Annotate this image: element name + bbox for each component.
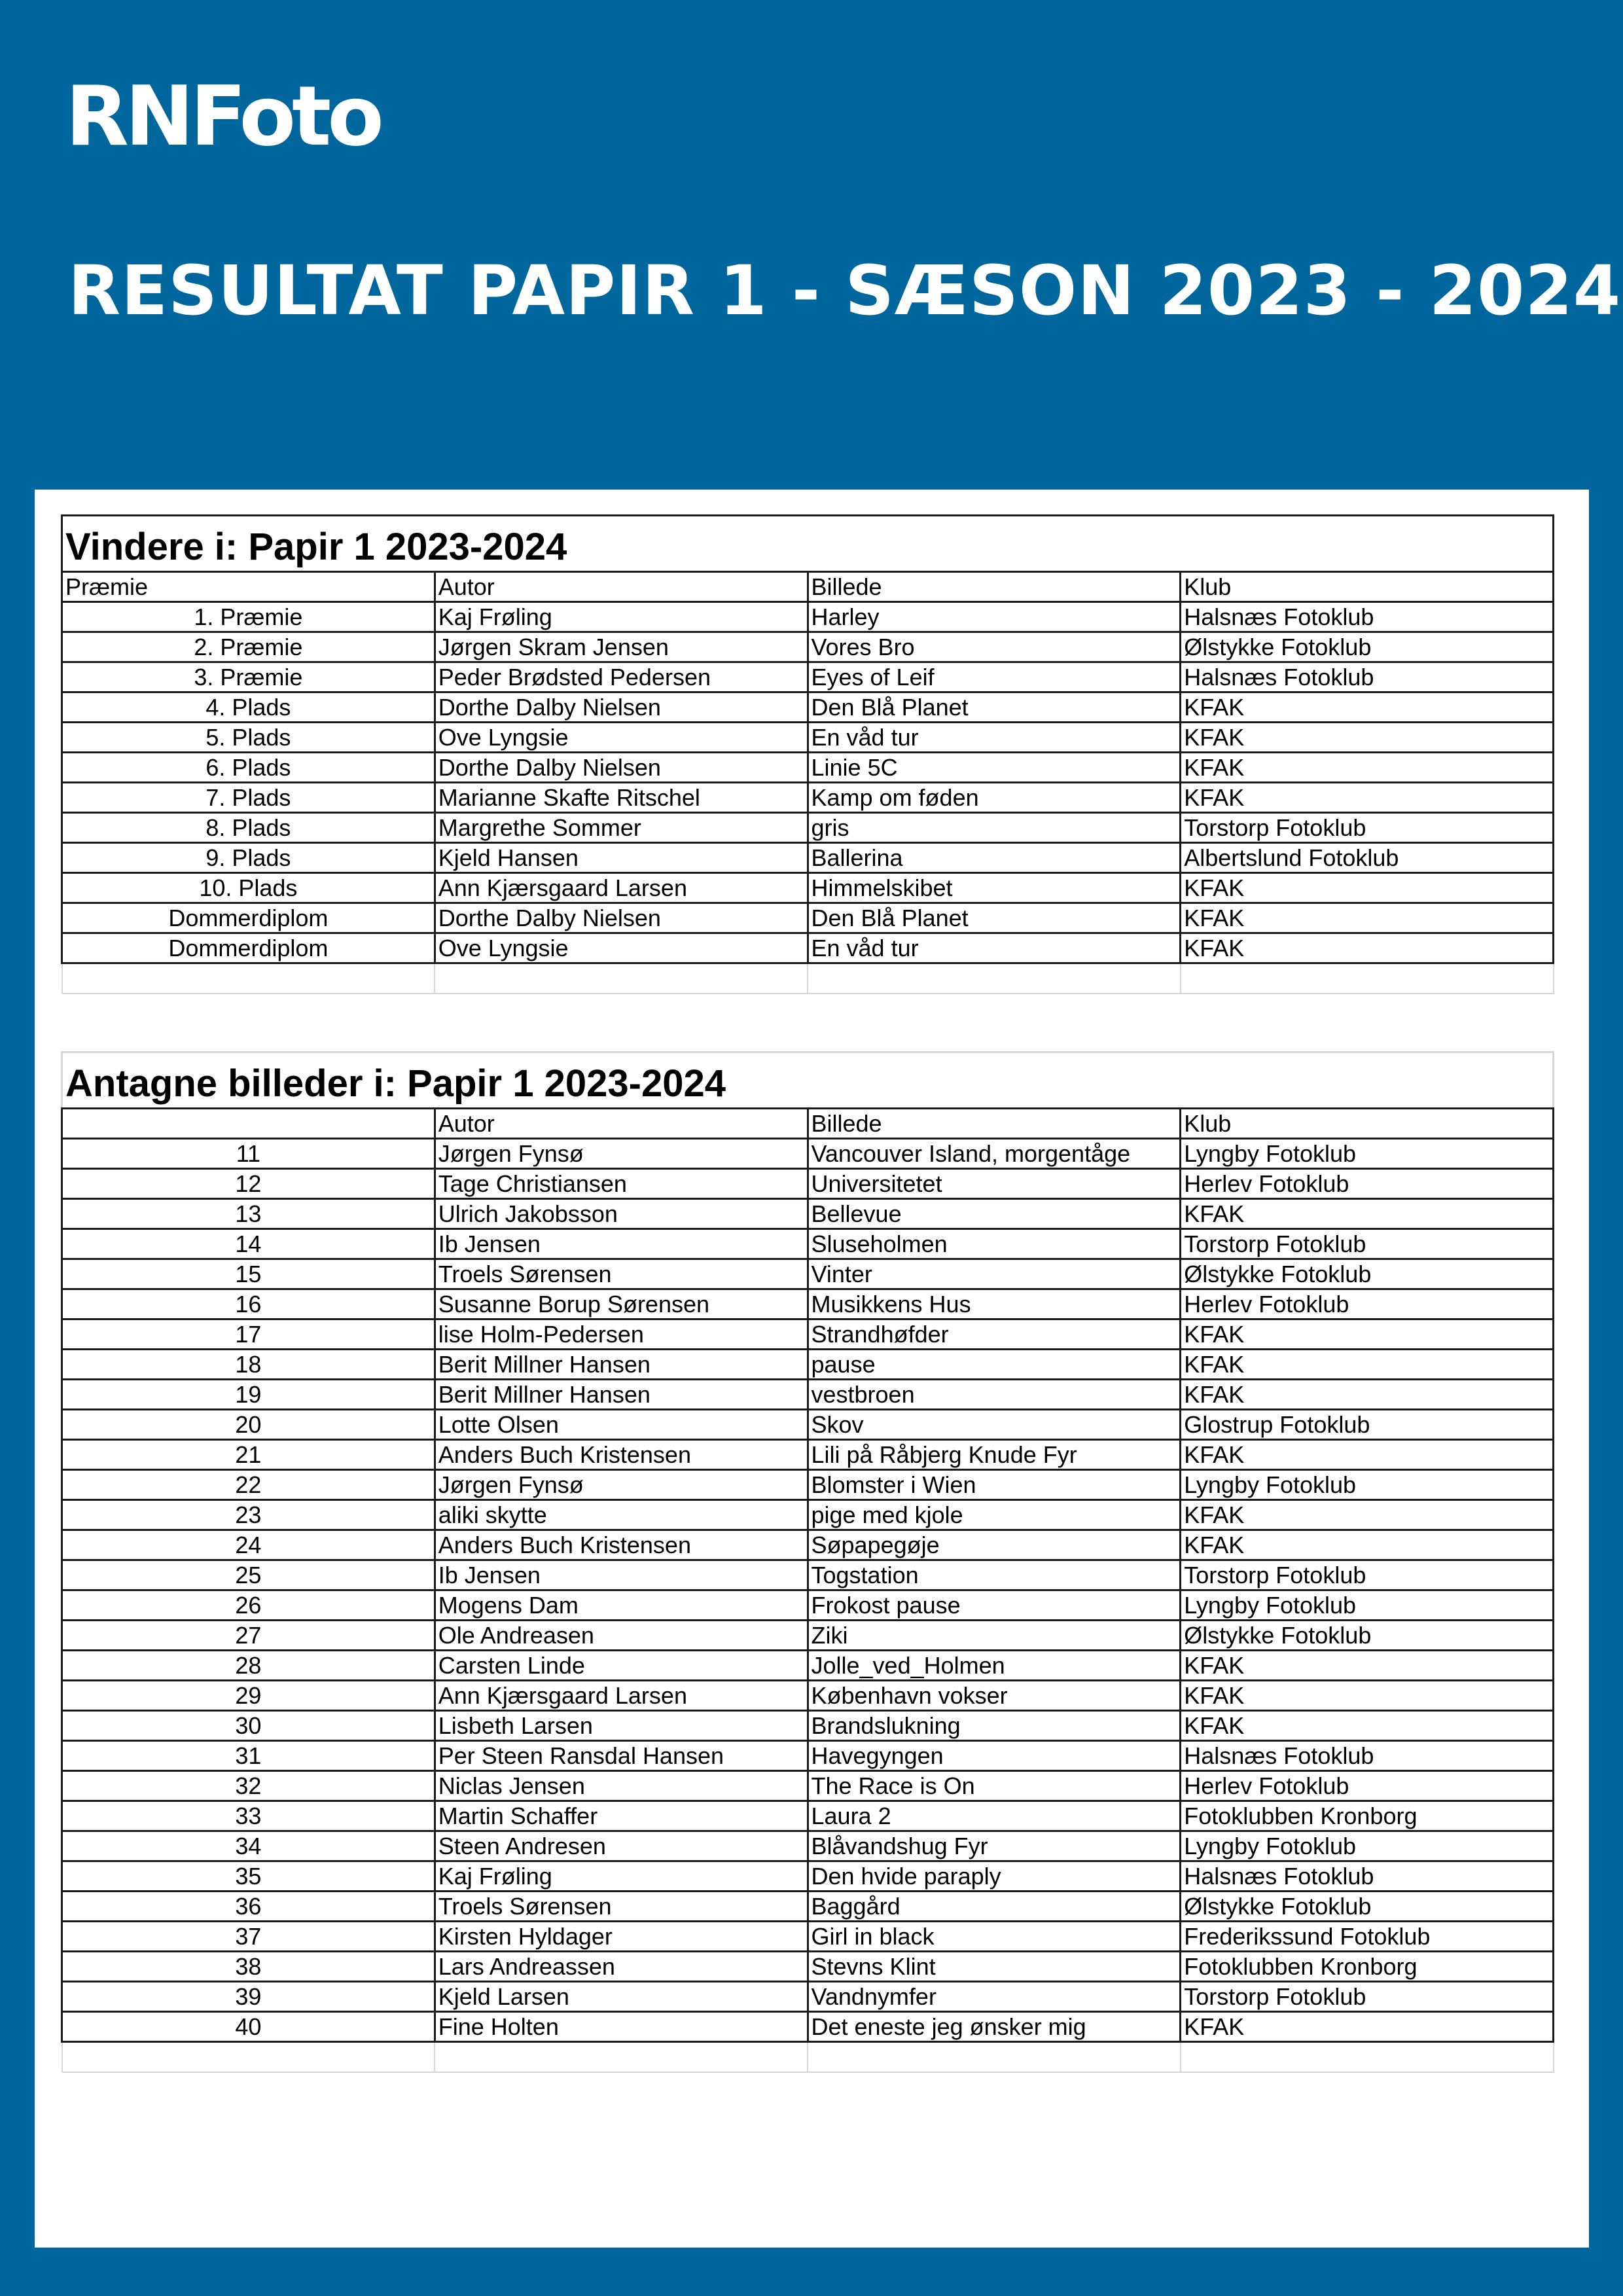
results-sheet bbox=[35, 490, 1589, 2248]
table-row bbox=[62, 2012, 1554, 2042]
table-row bbox=[62, 1982, 1554, 2012]
image-title-cell: Strandhøfder bbox=[808, 1319, 1181, 1350]
table-row bbox=[62, 1590, 1554, 1621]
author-cell: Martin Schaffer bbox=[435, 1801, 808, 1831]
image-title-cell: Blomster i Wien bbox=[808, 1470, 1181, 1500]
author-cell: Jørgen Skram Jensen bbox=[435, 632, 808, 662]
table-row bbox=[62, 692, 1554, 723]
table-row bbox=[62, 723, 1554, 753]
section-title: Antagne billeder i: Papir 1 2023-2024 bbox=[62, 1052, 1554, 1109]
table-row bbox=[62, 1500, 1554, 1530]
image-title-cell: Det eneste jeg ønsker mig bbox=[808, 2012, 1181, 2042]
image-title-cell: vestbroen bbox=[808, 1380, 1181, 1410]
author-cell: Kjeld Hansen bbox=[435, 843, 808, 873]
club-cell: KFAK bbox=[1181, 753, 1554, 783]
image-title-cell: Jolle_ved_Holmen bbox=[808, 1651, 1181, 1681]
table-row bbox=[62, 662, 1554, 692]
rank-cell: 32 bbox=[62, 1771, 435, 1801]
author-cell: Lotte Olsen bbox=[435, 1410, 808, 1440]
club-cell: Lyngby Fotoklub bbox=[1181, 1590, 1554, 1621]
author-cell: Ove Lyngsie bbox=[435, 723, 808, 753]
author-cell: Troels Sørensen bbox=[435, 1892, 808, 1922]
rank-cell: 16 bbox=[62, 1289, 435, 1319]
author-cell: Carsten Linde bbox=[435, 1651, 808, 1681]
rank-cell: Dommerdiplom bbox=[62, 933, 435, 963]
author-cell: Dorthe Dalby Nielsen bbox=[435, 903, 808, 933]
table-row bbox=[62, 1741, 1554, 1771]
image-title-cell: Blåvandshug Fyr bbox=[808, 1831, 1181, 1861]
rank-cell: 35 bbox=[62, 1861, 435, 1892]
blank-row bbox=[62, 963, 1554, 994]
club-cell: Lyngby Fotoklub bbox=[1181, 1831, 1554, 1861]
image-title-cell: Sluseholmen bbox=[808, 1229, 1181, 1259]
image-title-cell: Den hvide paraply bbox=[808, 1861, 1181, 1892]
image-title-cell: Vancouver Island, morgentåge bbox=[808, 1139, 1181, 1169]
club-cell: KFAK bbox=[1181, 1500, 1554, 1530]
author-cell: Kaj Frøling bbox=[435, 602, 808, 632]
rank-cell: 27 bbox=[62, 1621, 435, 1651]
image-title-cell: Vores Bro bbox=[808, 632, 1181, 662]
table-row bbox=[62, 1801, 1554, 1831]
author-cell: Niclas Jensen bbox=[435, 1771, 808, 1801]
empty-cell bbox=[1181, 963, 1554, 994]
image-title-cell: gris bbox=[808, 813, 1181, 843]
image-title-cell: Himmelskibet bbox=[808, 873, 1181, 903]
table-row bbox=[62, 1651, 1554, 1681]
author-cell: Jørgen Fynsø bbox=[435, 1139, 808, 1169]
image-title-cell: Universitetet bbox=[808, 1169, 1181, 1199]
image-title-cell: Togstation bbox=[808, 1560, 1181, 1590]
club-cell: KFAK bbox=[1181, 933, 1554, 963]
table-row bbox=[62, 602, 1554, 632]
image-title-cell: Bellevue bbox=[808, 1199, 1181, 1229]
table-row bbox=[62, 813, 1554, 843]
table-row bbox=[62, 1892, 1554, 1922]
rank-cell: 13 bbox=[62, 1199, 435, 1229]
empty-cell bbox=[808, 963, 1181, 994]
club-cell: Ølstykke Fotoklub bbox=[1181, 1621, 1554, 1651]
image-title-cell: Eyes of Leif bbox=[808, 662, 1181, 692]
club-cell: Torstorp Fotoklub bbox=[1181, 1982, 1554, 2012]
empty-cell bbox=[808, 2042, 1181, 2072]
rank-cell: 29 bbox=[62, 1681, 435, 1711]
club-cell: KFAK bbox=[1181, 1651, 1554, 1681]
image-title-cell: En våd tur bbox=[808, 933, 1181, 963]
club-cell: Torstorp Fotoklub bbox=[1181, 1560, 1554, 1590]
author-cell: Mogens Dam bbox=[435, 1590, 808, 1621]
author-cell: Ann Kjærsgaard Larsen bbox=[435, 873, 808, 903]
rank-cell: 20 bbox=[62, 1410, 435, 1440]
club-cell: KFAK bbox=[1181, 783, 1554, 813]
author-cell: Anders Buch Kristensen bbox=[435, 1530, 808, 1560]
blank-row bbox=[62, 2042, 1554, 2072]
rank-cell: 1. Præmie bbox=[62, 602, 435, 632]
rank-cell: 5. Plads bbox=[62, 723, 435, 753]
rank-cell: 21 bbox=[62, 1440, 435, 1470]
rank-cell: 12 bbox=[62, 1169, 435, 1199]
column-header: Billede bbox=[808, 572, 1181, 602]
club-cell: Herlev Fotoklub bbox=[1181, 1169, 1554, 1199]
rank-cell: 17 bbox=[62, 1319, 435, 1350]
club-cell: KFAK bbox=[1181, 1350, 1554, 1380]
club-cell: KFAK bbox=[1181, 2012, 1554, 2042]
table-row bbox=[62, 753, 1554, 783]
rank-cell: 2. Præmie bbox=[62, 632, 435, 662]
author-cell: Berit Millner Hansen bbox=[435, 1350, 808, 1380]
rank-cell: 36 bbox=[62, 1892, 435, 1922]
author-cell: Peder Brødsted Pedersen bbox=[435, 662, 808, 692]
author-cell: Kaj Frøling bbox=[435, 1861, 808, 1892]
club-cell: Ølstykke Fotoklub bbox=[1181, 632, 1554, 662]
rank-cell: 33 bbox=[62, 1801, 435, 1831]
club-cell: Herlev Fotoklub bbox=[1181, 1771, 1554, 1801]
column-header: Præmie bbox=[62, 572, 435, 602]
section-title: Vindere i: Papir 1 2023-2024 bbox=[62, 516, 1554, 572]
table-row bbox=[62, 1410, 1554, 1440]
image-title-cell: Havegyngen bbox=[808, 1741, 1181, 1771]
author-cell: Ib Jensen bbox=[435, 1560, 808, 1590]
rank-cell: 38 bbox=[62, 1952, 435, 1982]
author-cell: Fine Holten bbox=[435, 2012, 808, 2042]
table-row bbox=[62, 1350, 1554, 1380]
winners-table bbox=[61, 514, 1554, 994]
image-title-cell: En våd tur bbox=[808, 723, 1181, 753]
table-row bbox=[62, 933, 1554, 963]
rank-cell: 34 bbox=[62, 1831, 435, 1861]
rank-cell: 4. Plads bbox=[62, 692, 435, 723]
rank-cell: 26 bbox=[62, 1590, 435, 1621]
club-cell: Lyngby Fotoklub bbox=[1181, 1139, 1554, 1169]
image-title-cell: Søpapegøje bbox=[808, 1530, 1181, 1560]
author-cell: lise Holm-Pedersen bbox=[435, 1319, 808, 1350]
table-row bbox=[62, 1952, 1554, 1982]
image-title-cell: Stevns Klint bbox=[808, 1952, 1181, 1982]
rank-cell: 14 bbox=[62, 1229, 435, 1259]
author-cell: aliki skytte bbox=[435, 1500, 808, 1530]
table-row bbox=[62, 1861, 1554, 1892]
empty-cell bbox=[1181, 2042, 1554, 2072]
author-cell: Troels Sørensen bbox=[435, 1259, 808, 1289]
table-row bbox=[62, 873, 1554, 903]
author-cell: Kirsten Hyldager bbox=[435, 1922, 808, 1952]
image-title-cell: Linie 5C bbox=[808, 753, 1181, 783]
rank-cell: 37 bbox=[62, 1922, 435, 1952]
image-title-cell: Kamp om føden bbox=[808, 783, 1181, 813]
table-row bbox=[62, 1681, 1554, 1711]
club-cell: KFAK bbox=[1181, 692, 1554, 723]
club-cell: Glostrup Fotoklub bbox=[1181, 1410, 1554, 1440]
table-row bbox=[62, 1229, 1554, 1259]
club-cell: Halsnæs Fotoklub bbox=[1181, 602, 1554, 632]
club-cell: Halsnæs Fotoklub bbox=[1181, 662, 1554, 692]
author-cell: Kjeld Larsen bbox=[435, 1982, 808, 2012]
table-row bbox=[62, 783, 1554, 813]
table-row bbox=[62, 1169, 1554, 1199]
image-title-cell: Harley bbox=[808, 602, 1181, 632]
empty-cell bbox=[62, 2042, 435, 2072]
table-row bbox=[62, 1621, 1554, 1651]
table-row bbox=[62, 1380, 1554, 1410]
image-title-cell: pause bbox=[808, 1350, 1181, 1380]
club-cell: KFAK bbox=[1181, 903, 1554, 933]
rank-cell: 24 bbox=[62, 1530, 435, 1560]
rank-cell: 22 bbox=[62, 1470, 435, 1500]
section-title-row bbox=[62, 1052, 1554, 1109]
author-cell: Anders Buch Kristensen bbox=[435, 1440, 808, 1470]
empty-cell bbox=[62, 963, 435, 994]
table-row bbox=[62, 1530, 1554, 1560]
image-title-cell: Brandslukning bbox=[808, 1711, 1181, 1741]
club-cell: KFAK bbox=[1181, 1380, 1554, 1410]
author-cell: Berit Millner Hansen bbox=[435, 1380, 808, 1410]
image-title-cell: Frokost pause bbox=[808, 1590, 1181, 1621]
table-row bbox=[62, 632, 1554, 662]
author-cell: Lars Andreassen bbox=[435, 1952, 808, 1982]
table-row bbox=[62, 1711, 1554, 1741]
table-row bbox=[62, 1139, 1554, 1169]
header-row bbox=[62, 572, 1554, 602]
club-cell: Lyngby Fotoklub bbox=[1181, 1470, 1554, 1500]
rank-cell: 40 bbox=[62, 2012, 435, 2042]
rank-cell: 31 bbox=[62, 1741, 435, 1771]
table-row bbox=[62, 1289, 1554, 1319]
image-title-cell: København vokser bbox=[808, 1681, 1181, 1711]
club-cell: Halsnæs Fotoklub bbox=[1181, 1741, 1554, 1771]
author-cell: Margrethe Sommer bbox=[435, 813, 808, 843]
author-cell: Ulrich Jakobsson bbox=[435, 1199, 808, 1229]
club-cell: KFAK bbox=[1181, 1530, 1554, 1560]
table-row bbox=[62, 1199, 1554, 1229]
author-cell: Lisbeth Larsen bbox=[435, 1711, 808, 1741]
rank-cell: 23 bbox=[62, 1500, 435, 1530]
image-title-cell: Ballerina bbox=[808, 843, 1181, 873]
column-header: Klub bbox=[1181, 1109, 1554, 1139]
club-cell: KFAK bbox=[1181, 1319, 1554, 1350]
author-cell: Tage Christiansen bbox=[435, 1169, 808, 1199]
image-title-cell: pige med kjole bbox=[808, 1500, 1181, 1530]
club-cell: KFAK bbox=[1181, 873, 1554, 903]
rank-cell: 7. Plads bbox=[62, 783, 435, 813]
club-cell: KFAK bbox=[1181, 1440, 1554, 1470]
image-title-cell: Laura 2 bbox=[808, 1801, 1181, 1831]
author-cell: Ib Jensen bbox=[435, 1229, 808, 1259]
author-cell: Dorthe Dalby Nielsen bbox=[435, 692, 808, 723]
logo: RNFoto bbox=[65, 68, 380, 164]
header-row bbox=[62, 1109, 1554, 1139]
table-row bbox=[62, 1259, 1554, 1289]
club-cell: KFAK bbox=[1181, 1681, 1554, 1711]
club-cell: Torstorp Fotoklub bbox=[1181, 1229, 1554, 1259]
rank-cell: 28 bbox=[62, 1651, 435, 1681]
rank-cell: 10. Plads bbox=[62, 873, 435, 903]
club-cell: Frederikssund Fotoklub bbox=[1181, 1922, 1554, 1952]
image-title-cell: Lili på Råbjerg Knude Fyr bbox=[808, 1440, 1181, 1470]
section-title-row bbox=[62, 516, 1554, 572]
rank-cell: 3. Præmie bbox=[62, 662, 435, 692]
image-title-cell: Ziki bbox=[808, 1621, 1181, 1651]
winners-table-body bbox=[62, 516, 1554, 994]
author-cell: Ole Andreasen bbox=[435, 1621, 808, 1651]
accepted-table bbox=[61, 1051, 1554, 2073]
rank-cell: 8. Plads bbox=[62, 813, 435, 843]
table-row bbox=[62, 1470, 1554, 1500]
rank-cell: Dommerdiplom bbox=[62, 903, 435, 933]
club-cell: Halsnæs Fotoklub bbox=[1181, 1861, 1554, 1892]
empty-cell bbox=[435, 2042, 808, 2072]
table-row bbox=[62, 1319, 1554, 1350]
rank-cell: 15 bbox=[62, 1259, 435, 1289]
table-row bbox=[62, 1831, 1554, 1861]
image-title-cell: Girl in black bbox=[808, 1922, 1181, 1952]
image-title-cell: Vinter bbox=[808, 1259, 1181, 1289]
rank-cell: 19 bbox=[62, 1380, 435, 1410]
club-cell: KFAK bbox=[1181, 723, 1554, 753]
table-row bbox=[62, 1771, 1554, 1801]
rank-cell: 18 bbox=[62, 1350, 435, 1380]
table-row bbox=[62, 843, 1554, 873]
rank-cell: 39 bbox=[62, 1982, 435, 2012]
author-cell: Steen Andresen bbox=[435, 1831, 808, 1861]
column-header: Billede bbox=[808, 1109, 1181, 1139]
table-row bbox=[62, 903, 1554, 933]
accepted-table-body bbox=[62, 1052, 1554, 2072]
column-header: Autor bbox=[435, 572, 808, 602]
author-cell: Per Steen Ransdal Hansen bbox=[435, 1741, 808, 1771]
image-title-cell: Skov bbox=[808, 1410, 1181, 1440]
rank-cell: 11 bbox=[62, 1139, 435, 1169]
image-title-cell: The Race is On bbox=[808, 1771, 1181, 1801]
club-cell: Fotoklubben Kronborg bbox=[1181, 1801, 1554, 1831]
rank-cell: 25 bbox=[62, 1560, 435, 1590]
table-row bbox=[62, 1560, 1554, 1590]
club-cell: Fotoklubben Kronborg bbox=[1181, 1952, 1554, 1982]
rank-cell: 30 bbox=[62, 1711, 435, 1741]
rank-cell: 6. Plads bbox=[62, 753, 435, 783]
page-title: RESULTAT PAPIR 1 - SÆSON 2023 - 2024 bbox=[68, 251, 1622, 331]
rank-cell: 9. Plads bbox=[62, 843, 435, 873]
club-cell: Ølstykke Fotoklub bbox=[1181, 1259, 1554, 1289]
image-title-cell: Baggård bbox=[808, 1892, 1181, 1922]
club-cell: Ølstykke Fotoklub bbox=[1181, 1892, 1554, 1922]
image-title-cell: Den Blå Planet bbox=[808, 692, 1181, 723]
table-row bbox=[62, 1922, 1554, 1952]
club-cell: Albertslund Fotoklub bbox=[1181, 843, 1554, 873]
author-cell: Susanne Borup Sørensen bbox=[435, 1289, 808, 1319]
table-row bbox=[62, 1440, 1554, 1470]
author-cell: Ann Kjærsgaard Larsen bbox=[435, 1681, 808, 1711]
empty-cell bbox=[435, 963, 808, 994]
author-cell: Jørgen Fynsø bbox=[435, 1470, 808, 1500]
column-header bbox=[62, 1109, 435, 1139]
club-cell: KFAK bbox=[1181, 1711, 1554, 1741]
column-header: Autor bbox=[435, 1109, 808, 1139]
author-cell: Dorthe Dalby Nielsen bbox=[435, 753, 808, 783]
image-title-cell: Musikkens Hus bbox=[808, 1289, 1181, 1319]
image-title-cell: Vandnymfer bbox=[808, 1982, 1181, 2012]
club-cell: Herlev Fotoklub bbox=[1181, 1289, 1554, 1319]
club-cell: KFAK bbox=[1181, 1199, 1554, 1229]
author-cell: Marianne Skafte Ritschel bbox=[435, 783, 808, 813]
column-header: Klub bbox=[1181, 572, 1554, 602]
author-cell: Ove Lyngsie bbox=[435, 933, 808, 963]
image-title-cell: Den Blå Planet bbox=[808, 903, 1181, 933]
club-cell: Torstorp Fotoklub bbox=[1181, 813, 1554, 843]
